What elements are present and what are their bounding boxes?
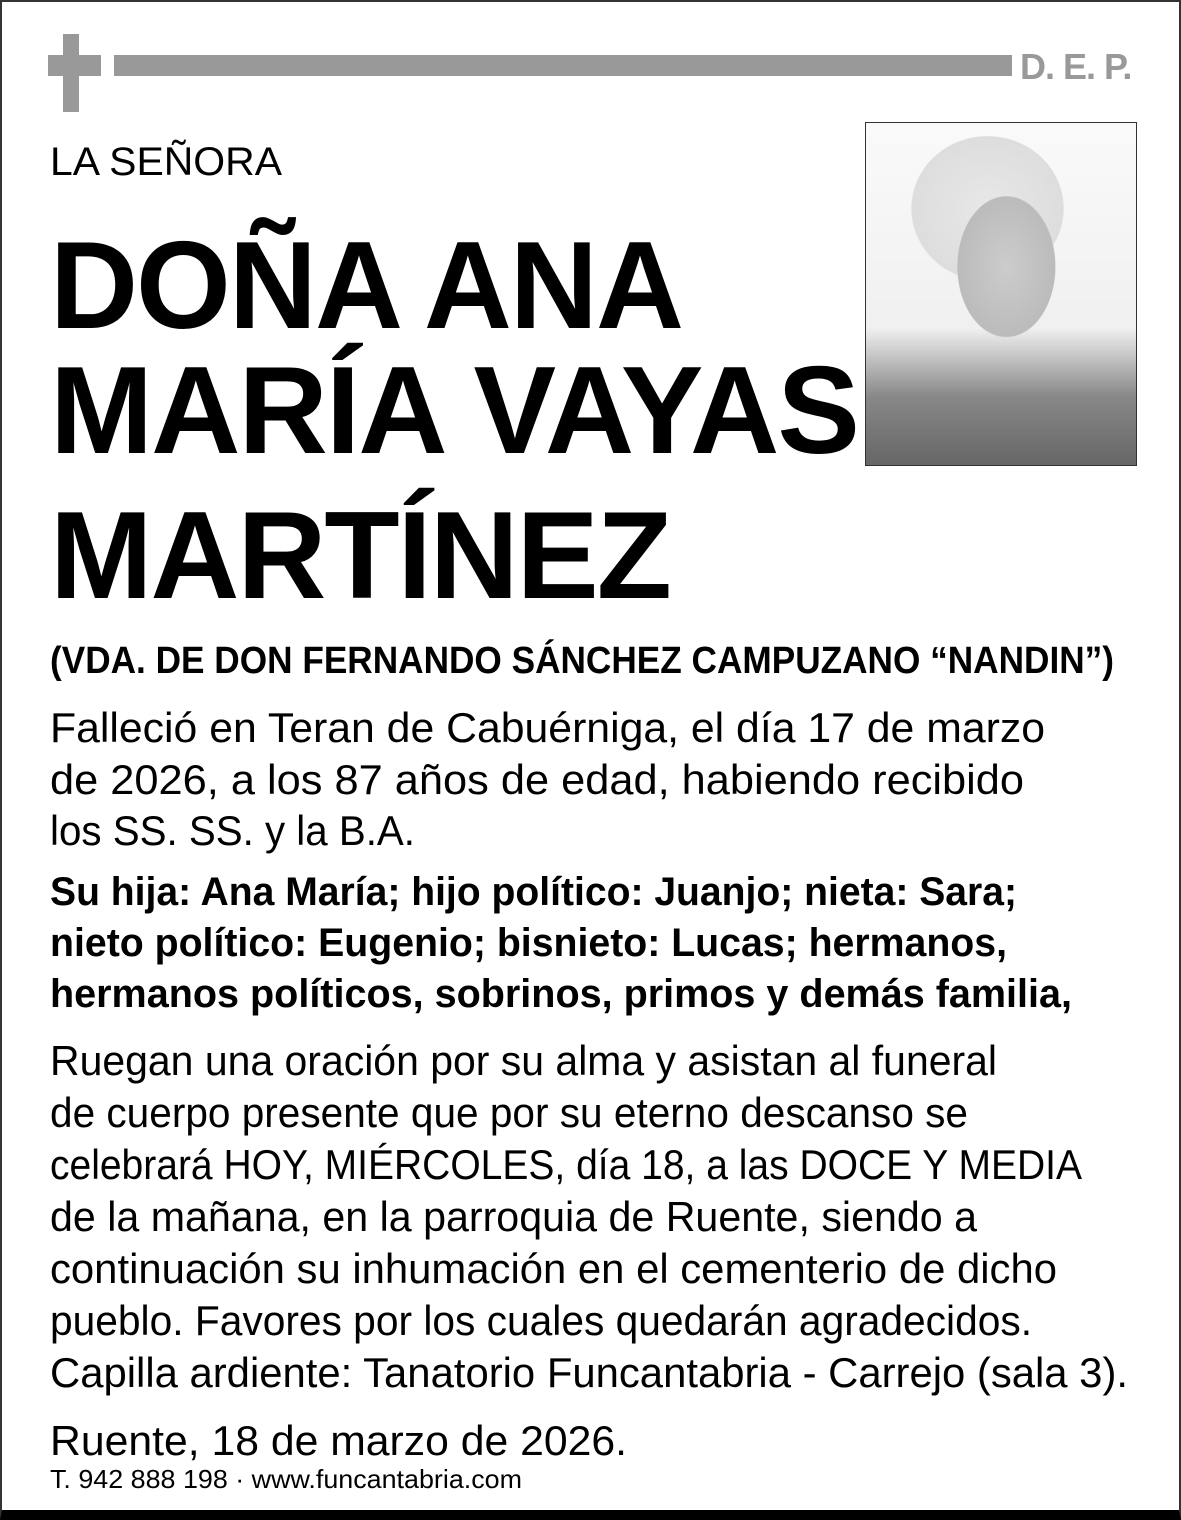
family-line: hermanos políticos, sobrinos, primos y demás familia, bbox=[50, 972, 1072, 1016]
funeral-line: celebrará HOY, MIÉRCOLES, día 18, a las DOCE Y MEDIA bbox=[50, 1141, 1082, 1188]
death-notice-line: de 2026, a los 87 años de edad, habiendo recibido bbox=[50, 756, 1024, 803]
name-line: MARÍA VAYAS bbox=[50, 342, 858, 480]
death-notice-line: Falleció en Teran de Cabuérniga, el día 17 de marzo bbox=[50, 704, 1045, 751]
deceased-photo bbox=[865, 122, 1137, 466]
header-rule bbox=[114, 55, 1012, 76]
family-line: nieto político: Eugenio; bisnieto: Lucas; hermanos, bbox=[50, 921, 1007, 965]
funeral-line: continuación su inhumación en el cementerio de dicho bbox=[50, 1245, 1057, 1292]
death-notice-line: los SS. SS. y la B.A. bbox=[50, 807, 415, 854]
name-line: DOÑA ANA bbox=[50, 217, 682, 355]
funeral-line: Ruegan una oración por su alma y asistan al funeral bbox=[50, 1037, 997, 1084]
cross-icon-bar bbox=[48, 55, 101, 76]
place-date: Ruente, 18 de marzo de 2026. bbox=[50, 1417, 627, 1464]
funeral-line: de la mañana, en la parroquia de Ruente, siendo a bbox=[50, 1193, 977, 1240]
intro-label: LA SEÑORA bbox=[50, 140, 282, 184]
funeral-line: de cuerpo presente que por su eterno descanso se bbox=[50, 1089, 968, 1136]
name-line: MARTÍNEZ bbox=[50, 487, 670, 625]
footer-contact: T. 942 888 198 · www.funcantabria.com bbox=[50, 1464, 522, 1494]
funeral-line: pueblo. Favores por los cuales quedarán agradecidos. bbox=[50, 1297, 1032, 1344]
family-line: Su hija: Ana María; hijo político: Juanjo; nieta: Sara; bbox=[50, 870, 1017, 914]
widow-of: (VDA. DE DON FERNANDO SÁNCHEZ CAMPUZANO “NANDIN”) bbox=[50, 640, 1114, 682]
dep-label: D. E. P. bbox=[1020, 46, 1132, 87]
funeral-line: Capilla ardiente: Tanatorio Funcantabria - Carrejo (sala 3). bbox=[50, 1349, 1128, 1396]
